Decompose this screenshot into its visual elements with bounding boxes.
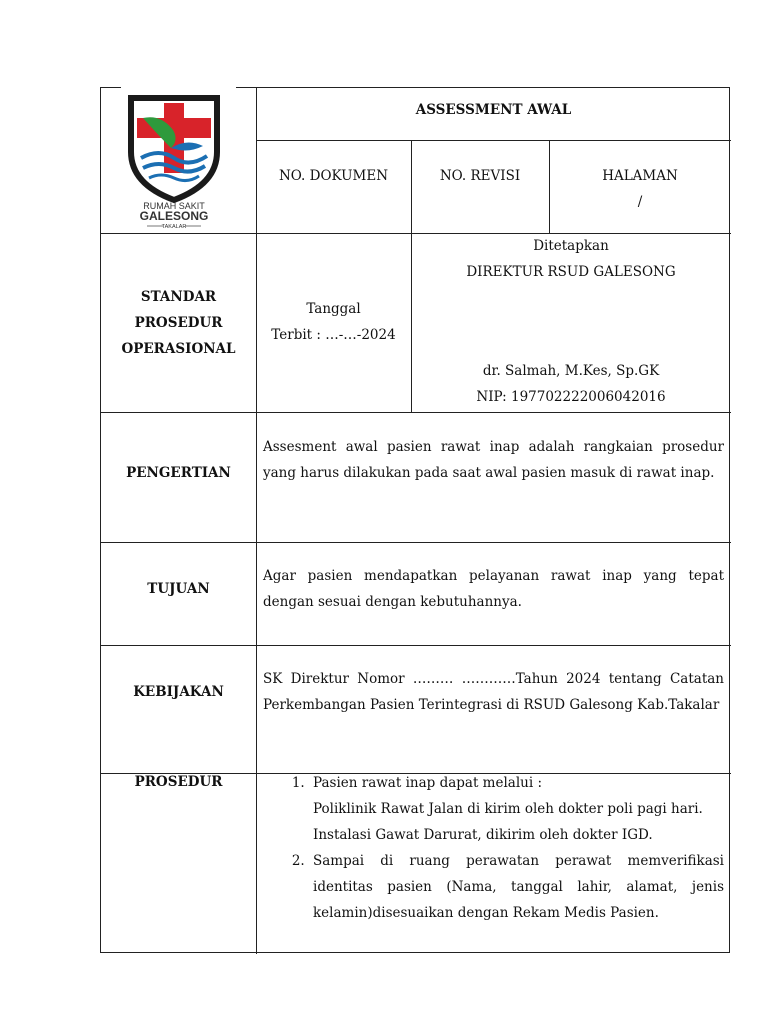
row-divider-sop [101, 412, 731, 413]
no-revisi-label: NO. REVISI [439, 168, 521, 184]
column-divider-halaman [549, 140, 550, 233]
row-divider-pengertian [101, 542, 731, 543]
logo-text-line1: RUMAH SAKIT [143, 201, 205, 211]
pengertian-text: Assesment awal pasien rawat inap adalah rangkaian prosedur yang harus dilakukan pada saat awal pasien masuk di rawat inap. [263, 439, 724, 481]
logo-text-line3: TAKALAR [161, 224, 187, 230]
prosedur-item-2 [309, 848, 724, 926]
terbit-value: Terbit : …-…-2024 [271, 327, 396, 343]
row-divider-tujuan [101, 645, 731, 646]
tanggal-terbit [256, 296, 411, 348]
tujuan-label: TUJUAN [147, 581, 210, 597]
halaman-label: HALAMAN [602, 168, 678, 184]
signatory-name: dr. Salmah, M.Kes, Sp.GK [482, 363, 660, 379]
halaman-value: / [637, 194, 643, 210]
sop-label-line3: OPERASIONAL [121, 341, 236, 357]
prosedur-item-1 [309, 770, 724, 848]
logo-cell [101, 88, 256, 233]
prosedur-list [261, 770, 724, 926]
hospital-logo [101, 88, 256, 233]
sop-document-table [100, 87, 730, 953]
direktur-label: DIREKTUR RSUD GALESONG [466, 264, 676, 280]
tanggal-label: Tanggal [306, 301, 361, 317]
sop-label-line1: STANDAR [140, 289, 217, 305]
kebijakan-label: KEBIJAKAN [133, 684, 224, 700]
prosedur-label: PROSEDUR [134, 774, 223, 790]
tujuan-text: Agar pasien mendapatkan pelayanan rawat inap yang tepat dengan sesuai dengan kebutuhannya. [263, 568, 724, 610]
document-title: ASSESSMENT AWAL [415, 102, 572, 118]
no-dokumen-label: NO. DOKUMEN [278, 168, 389, 184]
signatory-nip: NIP: 197702222006042016 [476, 389, 666, 405]
pengertian-label: PENGERTIAN [126, 465, 231, 481]
ditetapkan-block [411, 233, 731, 285]
sop-label [101, 284, 256, 362]
prosedur-item-1-line3: Instalasi Gawat Darurat, dikirim oleh dokter IGD. [313, 827, 653, 843]
row-divider-title [256, 140, 731, 141]
sop-label-line2: PROSEDUR [134, 315, 223, 331]
ditetapkan-label: Ditetapkan [533, 238, 609, 254]
prosedur-item-1-line1: 1. Pasien rawat inap dapat melalui : [313, 775, 542, 791]
prosedur-item-2-line1: Sampai di ruang perawatan perawat memverifikasi identitas pasien (Nama, tanggal lahir, alamat, jenis kelamin)disesuaikan dengan Rekam Medis Pasien. [313, 853, 724, 921]
logo-text-line2: GALESONG [139, 209, 209, 223]
prosedur-item-1-line2: Poliklinik Rawat Jalan di kirim oleh dokter poli pagi hari. [313, 801, 703, 817]
signatory-block [411, 358, 731, 410]
column-divider-main [256, 88, 257, 954]
kebijakan-text: SK Direktur Nomor ……… …………Tahun 2024 tentang Catatan Perkembangan Pasien Terintegrasi di RSUD Galesong Kab.Takalar [263, 671, 724, 713]
